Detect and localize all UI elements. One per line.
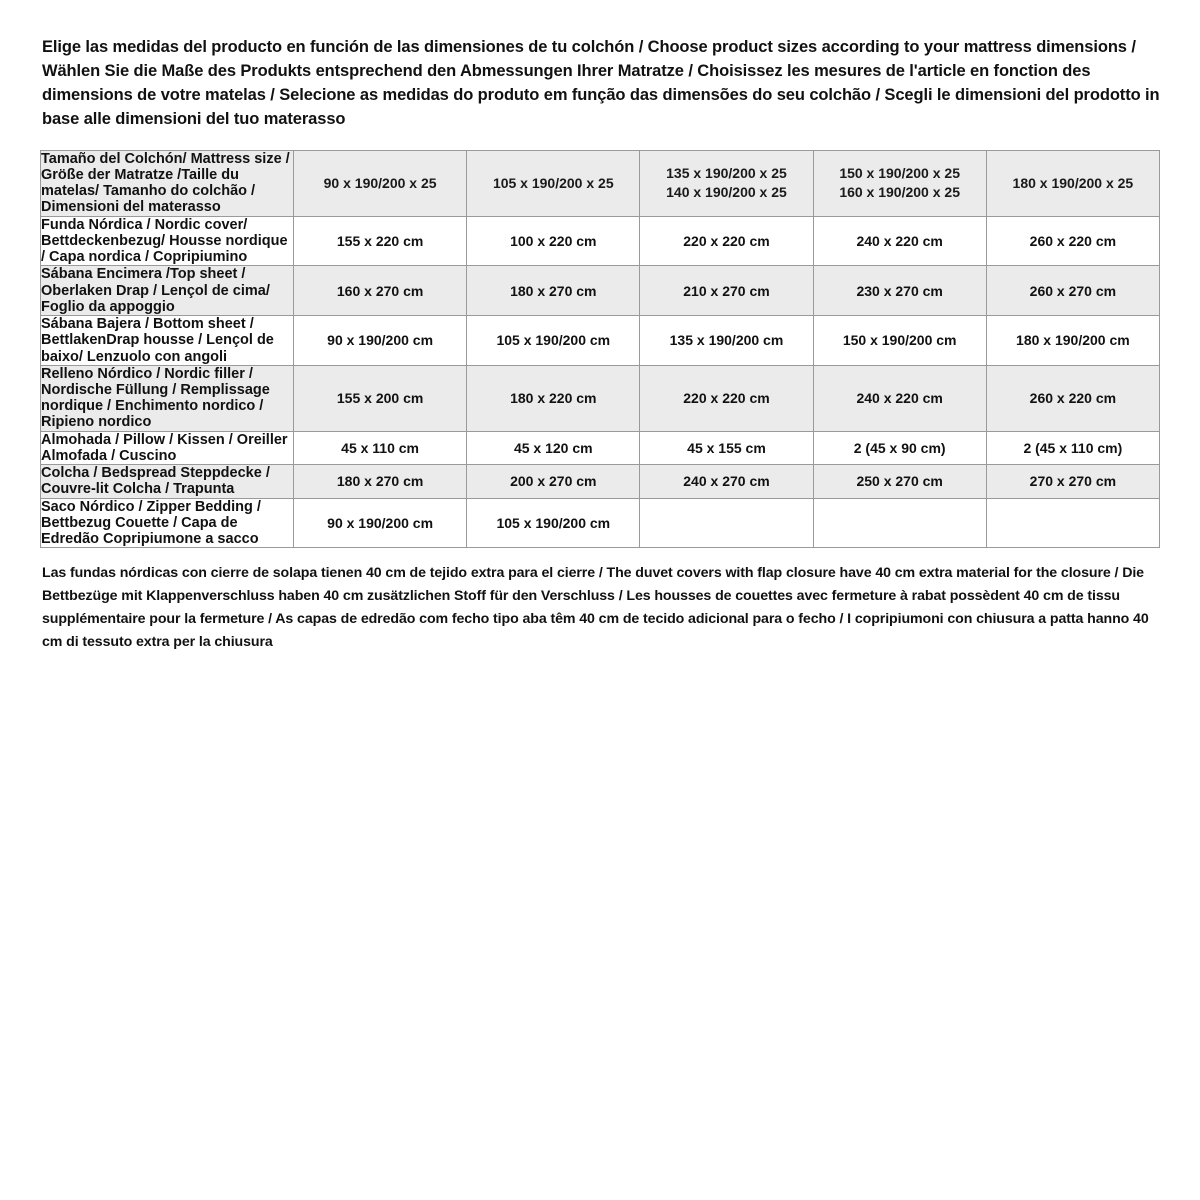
table-body <box>41 150 1160 548</box>
row-value: 90 x 190/200 cm <box>294 316 467 366</box>
header-label-cell: Tamaño del Colchón/ Mattress size / Größe der Matratze /Taille du matelas/ Tamanho do colchão / Dimensioni del materasso <box>41 150 294 216</box>
row-value: 100 x 220 cm <box>467 216 640 266</box>
row-value: 160 x 270 cm <box>294 266 467 316</box>
row-value: 260 x 220 cm <box>986 216 1159 266</box>
footnote-text: Las fundas nórdicas con cierre de solapa tienen 40 cm de tejido extra para el cierre / The duvet covers with flap closure have 40 cm extra material for the closure / Die Bettbezüge mit Klappenverschluss haben 40 cm zusätzlichen Stoff für den Verschluss / Les housses de couettes avec fermeture à rabat possèdent 40 cm de tissu supplémentaire pour la fermeture / As capas de edredão com fecho tipo aba têm 40 cm de tecido adicional para o fecho / I copripiumoni con chiusura a patta hanno 40 cm di tessuto extra per la chiusura <box>42 565 1149 651</box>
header-col-3-line-2: 140 x 190/200 x 25 <box>666 184 787 201</box>
mattress-size-table <box>40 150 1160 549</box>
row-value: 180 x 190/200 cm <box>986 316 1159 366</box>
table-row <box>41 498 1160 548</box>
table-row <box>41 316 1160 366</box>
row-value: 180 x 220 cm <box>467 365 640 431</box>
row-value <box>640 498 813 548</box>
row-value: 180 x 270 cm <box>294 465 467 498</box>
header-col-1-line-1: 90 x 190/200 x 25 <box>323 174 437 191</box>
row-value: 220 x 220 cm <box>640 216 813 266</box>
table-row <box>41 365 1160 431</box>
table-row <box>41 266 1160 316</box>
table-header-row <box>41 150 1160 216</box>
row-value: 270 x 270 cm <box>986 465 1159 498</box>
row-value: 135 x 190/200 cm <box>640 316 813 366</box>
row-value: 2 (45 x 90 cm) <box>813 431 986 464</box>
row-value: 250 x 270 cm <box>813 465 986 498</box>
row-value: 105 x 190/200 cm <box>467 498 640 548</box>
header-col-2-line-1: 105 x 190/200 x 25 <box>492 174 614 191</box>
row-value: 260 x 270 cm <box>986 266 1159 316</box>
intro-text: Elige las medidas del producto en función de las dimensiones de tu colchón / Choose product sizes according to your mattress dimensions / Wählen Sie die Maße des Produkts entsprechend den Abmessungen Ihrer Matratze / Choisissez les mesures de l'article en fonction des dimensions de votre matelas / Selecione as medidas do produto em função das dimensões do seu colchão / Scegli le dimensioni del prodotto in base alle dimensioni del tuo materasso <box>42 38 1160 128</box>
row-value: 180 x 270 cm <box>467 266 640 316</box>
row-value: 45 x 110 cm <box>294 431 467 464</box>
row-value: 240 x 220 cm <box>813 216 986 266</box>
row-value: 260 x 220 cm <box>986 365 1159 431</box>
row-value: 240 x 270 cm <box>640 465 813 498</box>
row-value: 90 x 190/200 cm <box>294 498 467 548</box>
row-value: 105 x 190/200 cm <box>467 316 640 366</box>
header-col-4 <box>813 150 986 216</box>
header-col-5-line-1: 180 x 190/200 x 25 <box>1012 174 1134 191</box>
row-value: 220 x 220 cm <box>640 365 813 431</box>
header-col-2 <box>467 150 640 216</box>
row-label: Saco Nórdico / Zipper Bedding / Bettbezug Couette / Capa de Edredão Copripiumone a sacco <box>41 498 294 548</box>
row-value: 45 x 155 cm <box>640 431 813 464</box>
row-value: 155 x 200 cm <box>294 365 467 431</box>
row-value: 240 x 220 cm <box>813 365 986 431</box>
row-value: 230 x 270 cm <box>813 266 986 316</box>
header-col-3-line-1: 135 x 190/200 x 25 <box>666 165 787 182</box>
row-value: 210 x 270 cm <box>640 266 813 316</box>
header-col-4-line-1: 150 x 190/200 x 25 <box>839 165 960 182</box>
row-value: 200 x 270 cm <box>467 465 640 498</box>
row-value <box>986 498 1159 548</box>
header-col-5 <box>986 150 1159 216</box>
row-value: 2 (45 x 110 cm) <box>986 431 1159 464</box>
row-label: Colcha / Bedspread Steppdecke / Couvre-lit Colcha / Trapunta <box>41 465 294 498</box>
row-label: Relleno Nórdico / Nordic filler / Nordische Füllung / Remplissage nordique / Enchimento nordico / Ripieno nordico <box>41 365 294 431</box>
row-value: 45 x 120 cm <box>467 431 640 464</box>
table-row <box>41 216 1160 266</box>
row-label: Almohada / Pillow / Kissen / Oreiller Almofada / Cuscino <box>41 431 294 464</box>
row-label: Sábana Bajera / Bottom sheet / BettlakenDrap housse / Lençol de baixo/ Lenzuolo con angoli <box>41 316 294 366</box>
row-value <box>813 498 986 548</box>
header-col-3 <box>640 150 813 216</box>
header-col-1 <box>294 150 467 216</box>
row-label: Sábana Encimera /Top sheet / Oberlaken Drap / Lençol de cima/ Foglio da appoggio <box>41 266 294 316</box>
row-value: 155 x 220 cm <box>294 216 467 266</box>
row-label: Funda Nórdica / Nordic cover/ Bettdeckenbezug/ Housse nordique / Capa nordica / Copripiumino <box>41 216 294 266</box>
header-col-4-line-2: 160 x 190/200 x 25 <box>839 184 960 201</box>
row-value: 150 x 190/200 cm <box>813 316 986 366</box>
table-row <box>41 431 1160 464</box>
table-row <box>41 465 1160 498</box>
